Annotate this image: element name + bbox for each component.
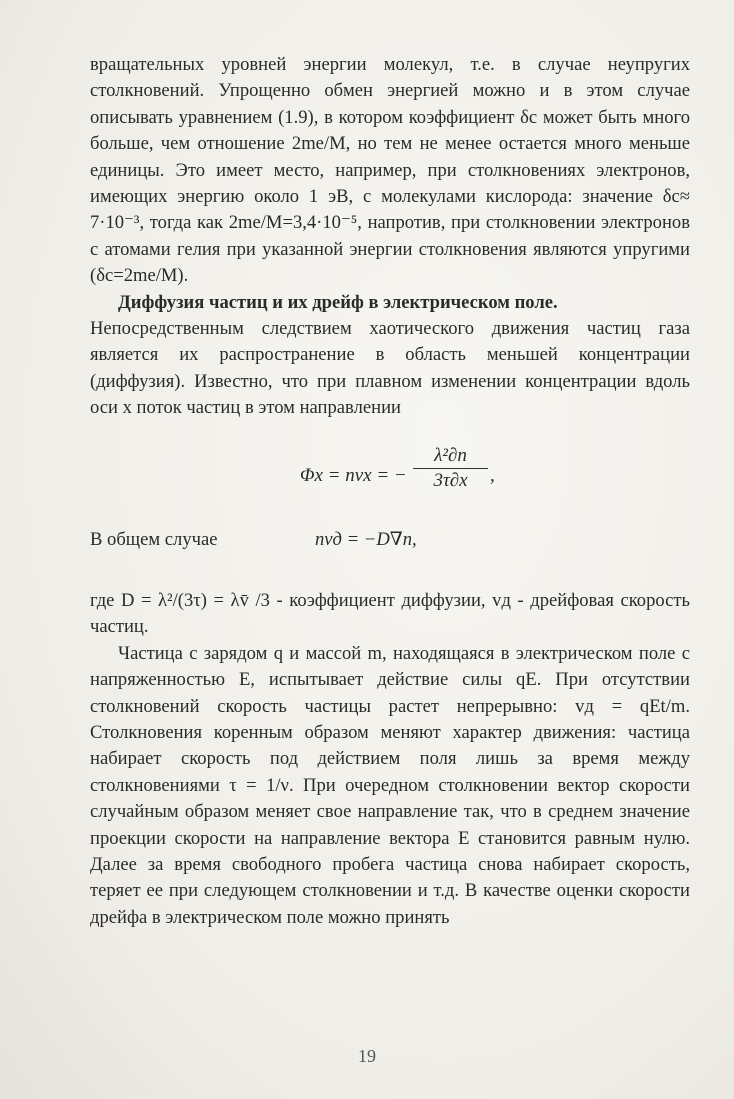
general-case-line [90, 527, 690, 553]
body-text-bottom [90, 588, 690, 931]
general-case-label: В общем случае [90, 529, 218, 550]
formula-lhs: Φx = nvx = − [300, 465, 407, 486]
paragraph-charged-particle: Частица с зарядом q и массой m, находящаяся в электрическом поле с напряженностью E, испытывает действие силы qE. При отсутствии столкновений скорость частицы растет непрерывно: vд = qEt/m. Столкновения коренным образом меняют характер движения: частица набирает скорость под действием поля лишь за время между столкновениями τ = 1/ν. При очередном столкновении вектор скорости случайным образом меняет свое направление так, что в среднем значение проекции скорости на направление вектора E становится равным нулю. Далее за время свободного пробега частица снова набирает скорость, теряет ее при следующем столкновении и т.д. В качестве оценки скорости дрейфа в электрическом поле можно принять [90, 642, 690, 928]
paragraph-inelastic-collisions: вращательных уровней энергии молекул, т.е. в случае неупругих столкновений. Упрощенно обмен энергией можно и в этом случае описывать уравнением (1.9), в котором коэффициент δc может быть много больше, чем отношение 2me/M, но тем не менее остается много меньше единицы. Это имеет место, например, при столкновениях электронов, имеющих энергию около 1 эВ, с молекулами кислорода: значение δc≈ 7·10⁻³, тогда как 2me/M=3,4·10⁻⁵, напротив, при столкновении электронов с атомами гелия при указанной энергии столкновения являются упругими (δc=2me/M). [90, 54, 690, 287]
page-number: 19 [358, 1046, 376, 1066]
flux-formula [300, 445, 560, 505]
paragraph-diffusion-coefficient: где D = λ²/(3τ) = λv̄ /3 - коэффициент диффузии, vд - дрейфовая скорость частиц. [90, 590, 690, 638]
formula-tail: , [490, 465, 495, 486]
formula-denominator: 3τ∂x [433, 470, 468, 491]
body-text-top [90, 52, 690, 422]
general-case-equation: nvд = −D∇n, [315, 529, 417, 550]
section-heading: Диффузия частиц и их дрейф в электрическом поле. [118, 291, 558, 313]
paragraph-diffusion: Непосредственным следствием хаотического движения частиц газа является их распространение в область меньшей концентрации (диффузия). Известно, что при плавном изменении концентрации вдоль оси x поток частиц в этом направлении [90, 318, 690, 419]
formula-fraction [413, 445, 488, 492]
formula-numerator: λ²∂n [413, 445, 488, 469]
